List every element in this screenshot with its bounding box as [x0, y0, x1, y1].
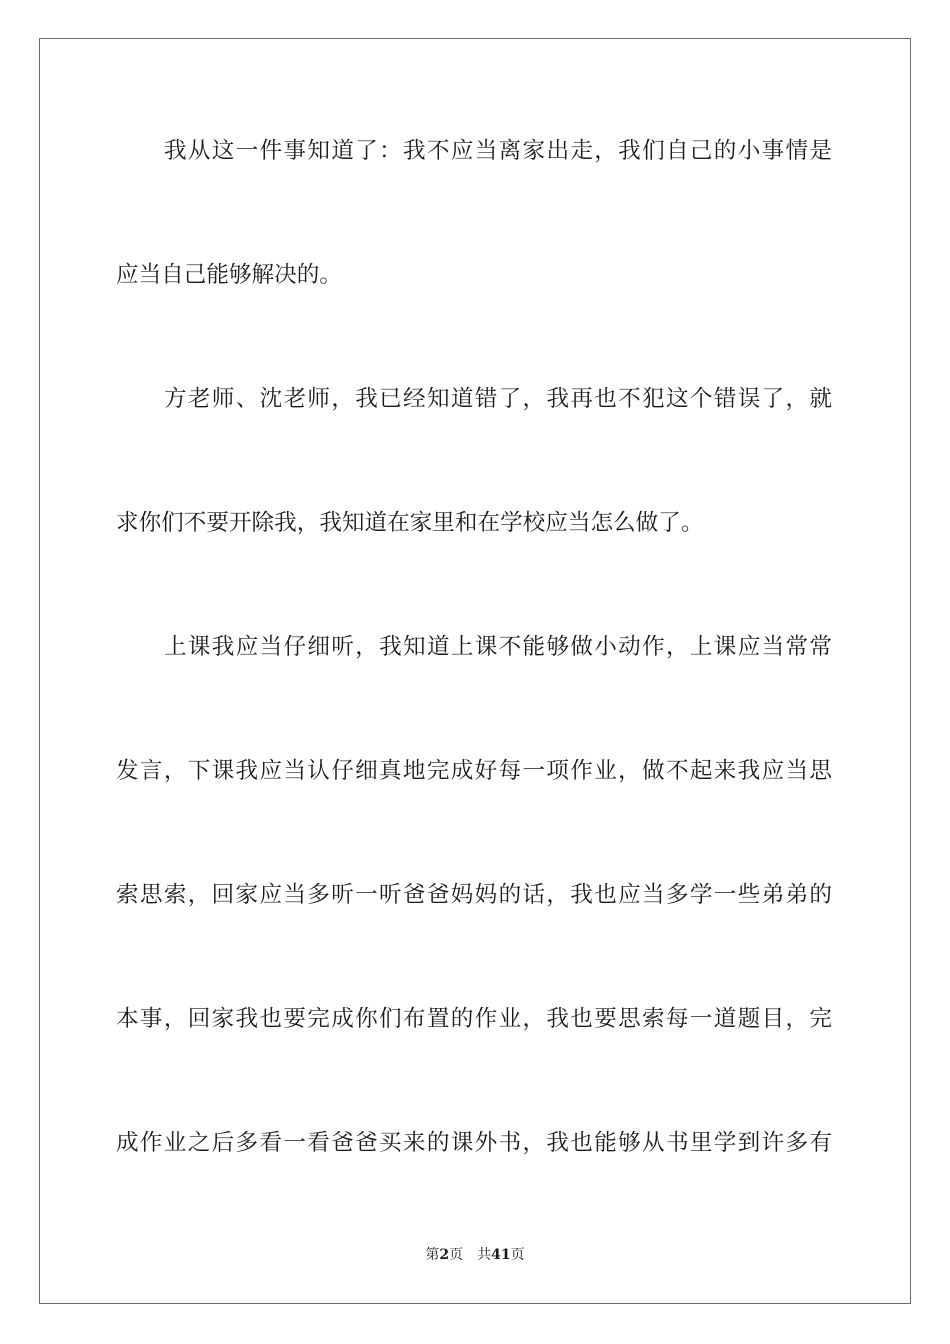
total-prefix: 共 — [477, 1247, 492, 1263]
text-line-7: 索思索，回家应当多听一听爸爸妈妈的话，我也应当多学一些弟弟的 — [116, 882, 832, 908]
text-line-1: 我从这一件事知道了：我不应当离家出走，我们自己的小事情是 — [164, 138, 832, 164]
text-line-9: 成作业之后多看一看爸爸买来的课外书，我也能够从书里学到许多有 — [116, 1130, 832, 1156]
page-suffix: 页 — [449, 1247, 464, 1263]
text-line-3: 方老师、沈老师，我已经知道错了，我再也不犯这个错误了，就 — [164, 386, 832, 412]
text-line-8: 本事，回家我也要完成你们布置的作业，我也要思索每一道题目，完 — [116, 1006, 832, 1032]
page-footer — [0, 1245, 950, 1265]
text-line-5: 上课我应当仔细听，我知道上课不能够做小动作，上课应当常常 — [164, 634, 832, 660]
total-pages: 41 — [491, 1247, 511, 1263]
page-prefix: 第 — [425, 1247, 440, 1263]
text-line-6: 发言，下课我应当认仔细真地完成好每一项作业，做不起来我应当思 — [116, 758, 832, 784]
text-line-4: 求你们不要开除我，我知道在家里和在学校应当怎么做了。 — [116, 510, 704, 536]
total-suffix: 页 — [510, 1247, 525, 1263]
page-number: 2 — [439, 1247, 450, 1263]
text-line-2: 应当自己能够解决的。 — [116, 262, 342, 288]
page-border — [39, 38, 911, 1304]
